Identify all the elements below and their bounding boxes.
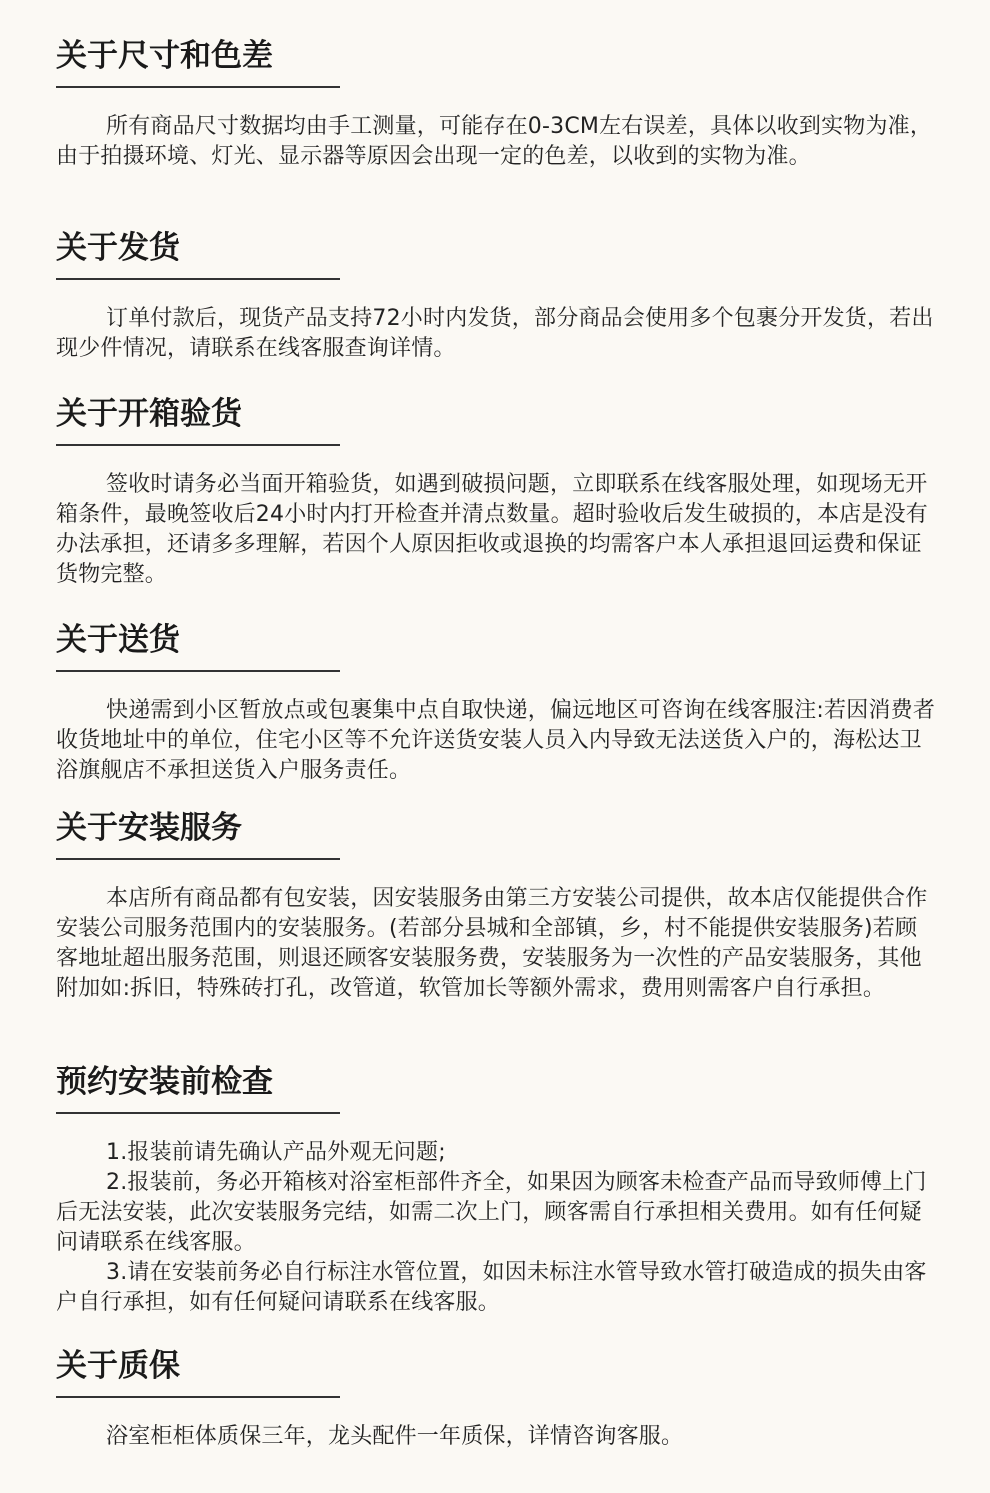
section-heading: 关于尺寸和色差 — [56, 38, 273, 74]
section-heading: 关于质保 — [56, 1348, 180, 1384]
heading-underline — [56, 86, 340, 88]
section-unboxing-inspection — [56, 394, 936, 590]
heading-underline — [56, 444, 340, 446]
section-heading: 关于发货 — [56, 230, 180, 266]
check-item-1: 1.报装前请先确认产品外观无问题; — [106, 1140, 446, 1165]
heading-underline — [56, 670, 340, 672]
section-shipping — [56, 228, 936, 364]
heading-underline — [56, 858, 340, 860]
section-heading: 关于送货 — [56, 622, 180, 658]
section-paragraph: 本店所有商品都有包安装，因安装服务由第三方安装公司提供，故本店仅能提供合作安装公司服务范围内的安装服务。(若部分县城和全部镇，乡，村不能提供安装服务)若顾客地址超出服务范围，则退还顾客安装服务费，安装服务为一次性的产品安装服务，其他附加如:拆旧，特殊砖打孔，改管道，软管加长等额外需求，费用则需客户自行承担。 — [56, 886, 928, 1001]
section-paragraph: 快递需到小区暂放点或包裹集中点自取快递，偏远地区可咨询在线客服注:若因消费者收货地址中的单位，住宅小区等不允许送货安装人员入内导致无法送货入户的，海松达卫浴旗舰店不承担送货入户服务责任。 — [56, 698, 936, 783]
section-heading: 预约安装前检查 — [56, 1064, 273, 1100]
section-paragraph: 订单付款后，现货产品支持72小时内发货，部分商品会使用多个包裹分开发货，若出现少件情况，请联系在线客服查询详情。 — [56, 306, 934, 361]
section-paragraph: 浴室柜柜体质保三年，龙头配件一年质保，详情咨询客服。 — [106, 1424, 684, 1449]
section-size-color — [56, 36, 936, 172]
heading-underline — [56, 1396, 340, 1398]
section-pre-installation-check — [56, 1062, 936, 1318]
check-item-3: 3.请在安装前务必自行标注水管位置，如因未标注水管导致水管打破造成的损失由客户自行承担，如有任何疑问请联系在线客服。 — [56, 1260, 927, 1315]
section-warranty — [56, 1346, 936, 1452]
heading-underline — [56, 1112, 340, 1114]
section-heading: 关于开箱验货 — [56, 396, 242, 432]
check-item-2: 2.报装前，务必开箱核对浴室柜部件齐全，如果因为顾客未检查产品而导致师傅上门后无法安装，此次安装服务完结，如需二次上门，顾客需自行承担相关费用。如有任何疑问请联系在线客服。 — [56, 1170, 927, 1255]
section-paragraph: 所有商品尺寸数据均由手工测量，可能存在0-3CM左右误差，具体以收到实物为准，由于拍摄环境、灯光、显示器等原因会出现一定的色差，以收到的实物为准。 — [56, 114, 933, 169]
heading-underline — [56, 278, 340, 280]
section-delivery — [56, 620, 936, 786]
section-paragraph: 签收时请务必当面开箱验货，如遇到破损问题，立即联系在线客服处理，如现场无开箱条件，最晚签收后24小时内打开检查并清点数量。超时验收后发生破损的，本店是没有办法承担，还请多多理解，若因个人原因拒收或退换的均需客户本人承担退回运费和保证货物完整。 — [56, 472, 928, 587]
section-heading: 关于安装服务 — [56, 810, 242, 846]
section-installation-service — [56, 808, 936, 1004]
